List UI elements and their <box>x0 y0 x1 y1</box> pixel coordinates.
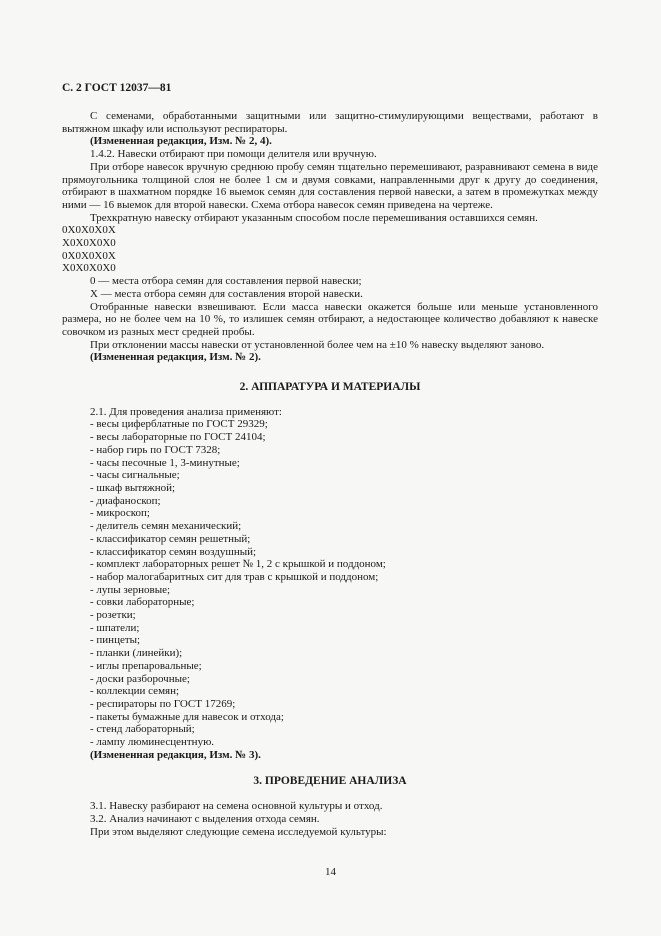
equipment-list-item: - совки лабораторные; <box>90 596 195 609</box>
sampling-scheme <box>62 224 598 275</box>
amendment-note-2: (Измененная редакция, Изм. № 2). <box>90 351 261 364</box>
equipment-list-item: - диафаноскоп; <box>90 494 161 507</box>
clause-3-2-continued: При этом выделяют следующие семена исследуемой культуры: <box>90 825 387 838</box>
equipment-list-item: - классификатор семян воздушный; <box>90 545 257 558</box>
equipment-list-item: - делитель семян механический; <box>90 520 242 533</box>
scheme-row-4: Х0Х0Х0Х0 <box>62 262 116 275</box>
clause-3-1: 3.1. Навеску разбирают на семена основной культуры и отход. <box>90 800 383 813</box>
legend-first-sample: 0 — места отбора семян для составления первой навески; <box>90 275 362 288</box>
equipment-list-item: - лампу люминесцентную. <box>90 736 215 749</box>
paragraph-protective: С семенами, обработанными защитными или защитно-стимулирующими веществами, работают в вытяжном шкафу или используют респираторы. <box>62 110 598 135</box>
amendment-note-3: (Измененная редакция, Изм. № 3). <box>90 748 261 761</box>
legend-second-sample: Х — места отбора семян для составления второй навески. <box>90 287 363 300</box>
equipment-list-item: - пакеты бумажные для навесок и отхода; <box>90 710 284 723</box>
clause-3-2: 3.2. Анализ начинают с выделения отхода семян. <box>90 812 320 825</box>
equipment-list-item: - набор малогабаритных сит для трав с крышкой и поддоном; <box>90 570 379 583</box>
clause-1-4-2: 1.4.2. Навески отбирают при помощи делителя или вручную. <box>90 148 377 161</box>
paragraph-weighing: Отобранные навески взвешивают. Если масса навески окажется больше или меньше установленного размера, но не более чем на 10 %, то излишек семян отбирают, а недостающее количество добавляют к навеске совочком из разных мест средней пробы. <box>62 300 598 338</box>
equipment-list <box>62 418 598 748</box>
section-2-title: 2. АППАРАТУРА И МАТЕРИАЛЫ <box>239 381 421 394</box>
equipment-list-item: - комплект лабораторных решет № 1, 2 с крышкой и поддоном; <box>90 558 386 571</box>
equipment-list-item: - микроскоп; <box>90 507 150 520</box>
scheme-row-3: 0Х0Х0Х0Х <box>62 249 116 262</box>
section-3-title: 3. ПРОВЕДЕНИЕ АНАЛИЗА <box>253 775 407 788</box>
equipment-list-item: - пинцеты; <box>90 634 141 647</box>
clause-2-1: 2.1. Для проведения анализа применяют: <box>90 405 282 418</box>
equipment-list-item: - планки (линейки); <box>90 647 183 660</box>
equipment-list-item: - доски разборочные; <box>90 672 190 685</box>
equipment-list-item: - респираторы по ГОСТ 17269; <box>90 697 236 710</box>
equipment-list-item: - розетки; <box>90 609 136 622</box>
document-body <box>62 110 598 838</box>
equipment-list-item: - набор гирь по ГОСТ 7328; <box>90 443 221 456</box>
equipment-list-item: - лупы зерновые; <box>90 583 171 596</box>
equipment-list-item: - стенд лабораторный; <box>90 723 195 736</box>
equipment-list-item: - коллекции семян; <box>90 685 180 698</box>
equipment-list-item: - классификатор семян решетный; <box>90 532 251 545</box>
amendment-note-1: (Измененная редакция, Изм. № 2, 4). <box>90 135 272 148</box>
page-header: С. 2 ГОСТ 12037—81 <box>62 82 172 94</box>
equipment-list-item: - весы циферблатные по ГОСТ 29329; <box>90 418 268 431</box>
equipment-list-item: - часы песочные 1, 3-минутные; <box>90 456 240 469</box>
equipment-list-item: - шкаф вытяжной; <box>90 481 176 494</box>
scheme-row-2: Х0Х0Х0Х0 <box>62 237 116 250</box>
equipment-list-item: - иглы препаровальные; <box>90 659 202 672</box>
page-number: 14 <box>325 866 336 878</box>
scheme-row-1: 0Х0Х0Х0Х <box>62 224 116 237</box>
equipment-list-item: - весы лабораторные по ГОСТ 24104; <box>90 431 266 444</box>
paragraph-triple-sample: Трехкратную навеску отбирают указанным способом после перемешивания оставшихся семян. <box>90 211 538 224</box>
paragraph-manual-sampling: При отборе навесок вручную среднюю пробу семян тщательно перемешивают, разравнивают семена в виде прямоугольника толщиной слоя не более 1 см и двумя совками, направленными друг к другу до соединения, отбирают в шахматном порядке 16 выемок семян для составления первой навески, а затем в промежутках между ними — 16 выемок для второй навески. Схема отбора навесок семян приведена на чертеже. <box>62 160 598 211</box>
paragraph-deviation: При отклонении массы навески от установленной более чем на ±10 % навеску выделяют заново. <box>90 338 545 351</box>
equipment-list-item: - часы сигнальные; <box>90 469 180 482</box>
equipment-list-item: - шпатели; <box>90 621 140 634</box>
